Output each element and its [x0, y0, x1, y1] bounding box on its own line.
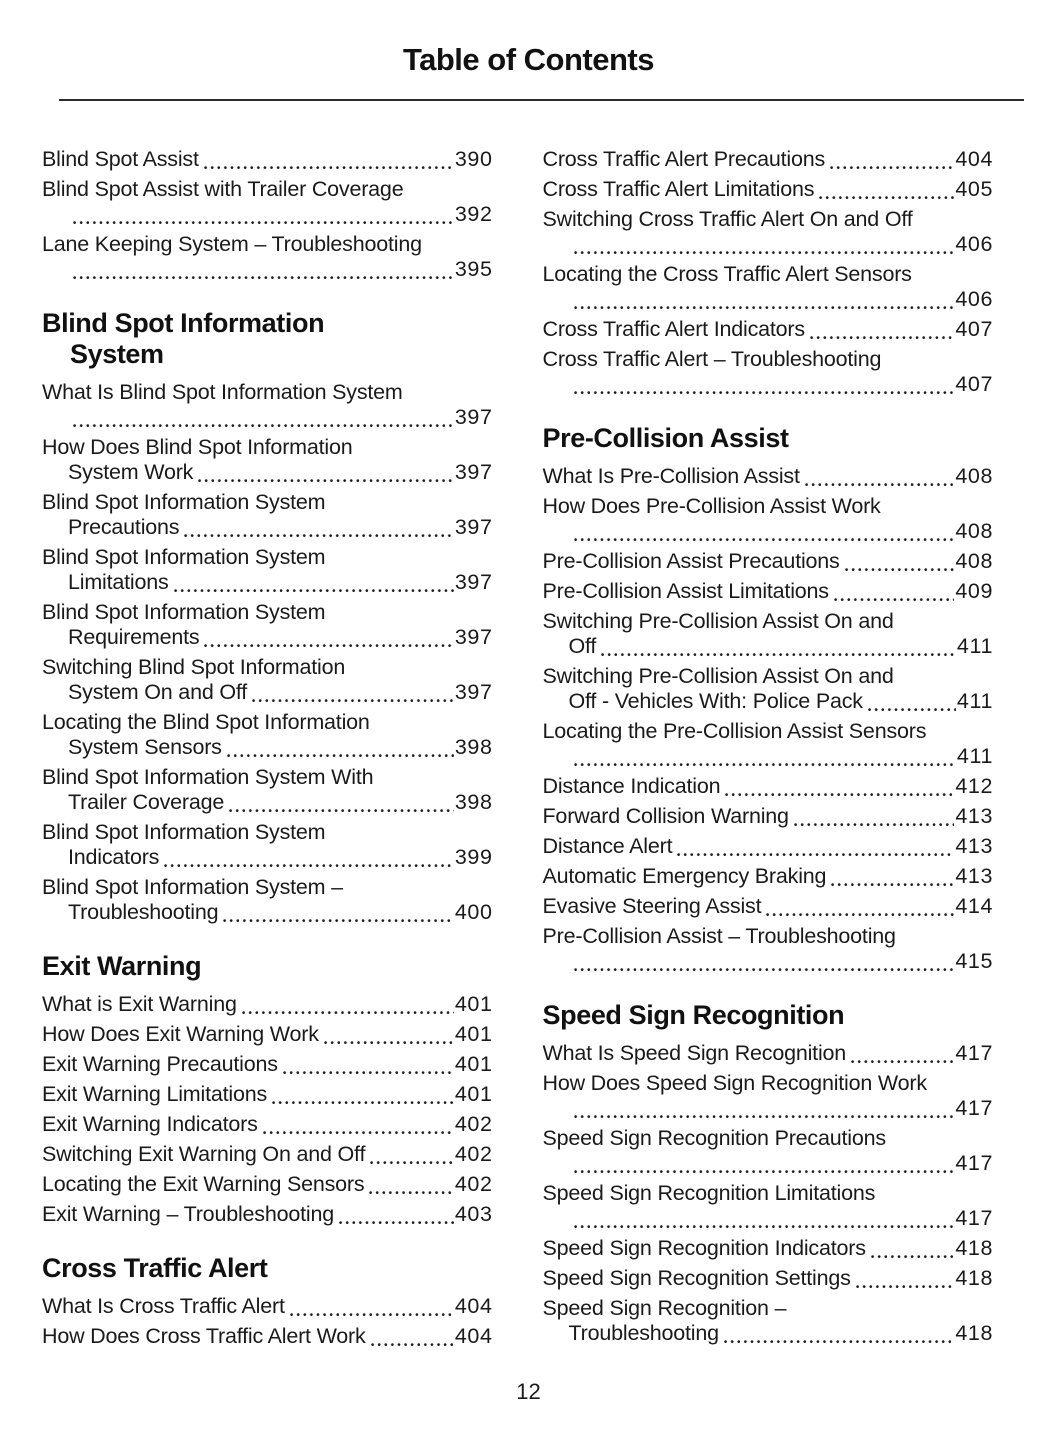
toc-entry-line: [42, 992, 493, 1017]
leader-dots: [574, 390, 955, 395]
leader-dots: [831, 882, 954, 887]
toc-entry-line: [543, 287, 994, 312]
toc-entry[interactable]: [42, 1052, 493, 1077]
toc-entry[interactable]: [42, 545, 493, 595]
entry-page-number: 417: [955, 1206, 993, 1230]
toc-entry-line: [42, 1112, 493, 1137]
entry-title-continued: Requirements: [68, 625, 200, 649]
toc-entry-line: [42, 625, 493, 650]
leader-dots: [725, 792, 954, 797]
leader-dots: [856, 1284, 955, 1289]
entry-page-number: 402: [454, 1172, 493, 1196]
toc-entry[interactable]: [42, 765, 493, 815]
toc-entry[interactable]: [543, 1041, 994, 1066]
toc-entry[interactable]: [543, 347, 994, 397]
entry-page-number: 412: [955, 774, 993, 798]
toc-entry-line: [42, 1324, 493, 1349]
leader-dots: [574, 305, 955, 310]
entry-page-number: 403: [454, 1202, 493, 1226]
toc-entry[interactable]: [42, 710, 493, 760]
entry-title-continued: Off: [568, 634, 597, 658]
entry-title: Distance Alert: [542, 834, 673, 858]
toc-entry-line: [543, 1206, 994, 1231]
entry-title: Exit Warning Indicators: [42, 1112, 258, 1136]
leader-dots: [227, 753, 454, 758]
toc-entry[interactable]: [42, 600, 493, 650]
leader-dots: [252, 698, 454, 703]
toc-entry[interactable]: [42, 875, 493, 925]
toc-entry-line: [42, 735, 493, 760]
entry-title: Cross Traffic Alert Limitations: [542, 177, 815, 201]
toc-entry-line: [543, 519, 994, 544]
toc-entry[interactable]: [543, 549, 994, 574]
toc-entry[interactable]: [543, 719, 994, 769]
toc-entry-line: [42, 405, 493, 430]
entry-title: Locating the Cross Traffic Alert Sensors: [542, 262, 912, 286]
entry-title: Switching Blind Spot Information: [42, 655, 346, 679]
entry-title: Switching Pre-Collision Assist On and: [542, 664, 894, 688]
toc-entry-line: [543, 147, 994, 172]
leader-dots: [198, 478, 454, 483]
entry-page-number: 413: [955, 864, 993, 888]
leader-dots: [830, 165, 954, 170]
toc-entry[interactable]: [42, 1112, 493, 1137]
toc-entry-line: [42, 257, 493, 282]
toc-entry[interactable]: [543, 1266, 994, 1291]
toc-entry[interactable]: [543, 317, 994, 342]
entry-page-number: 407: [955, 372, 993, 396]
entry-title: Locating the Exit Warning Sensors: [42, 1172, 365, 1196]
entry-title-continued: Indicators: [68, 845, 160, 869]
entry-title: How Does Exit Warning Work: [42, 1022, 319, 1046]
entry-title: Cross Traffic Alert Indicators: [542, 317, 805, 341]
entry-title: Lane Keeping System – Troubleshooting: [42, 232, 422, 256]
leader-dots: [283, 1070, 454, 1075]
entry-title: Distance Indication: [542, 774, 721, 798]
entry-page-number: 402: [454, 1112, 493, 1136]
entry-title: Speed Sign Recognition –: [542, 1296, 787, 1320]
entry-page-number: 409: [955, 579, 993, 603]
toc-entry[interactable]: [543, 494, 994, 544]
leader-dots: [339, 1220, 454, 1225]
toc-entry[interactable]: [42, 490, 493, 540]
leader-dots: [204, 643, 453, 648]
toc-entry[interactable]: [42, 655, 493, 705]
toc-entry-line: [543, 774, 994, 799]
toc-entry[interactable]: [543, 262, 994, 312]
section-heading-line: Exit Warning: [42, 951, 202, 981]
toc-entry[interactable]: [543, 774, 994, 799]
toc-entry[interactable]: [543, 464, 994, 489]
entry-page-number: 397: [454, 405, 493, 429]
leader-dots: [724, 1339, 954, 1344]
entry-title-continued: System On and Off: [68, 680, 248, 704]
leader-dots: [871, 1254, 955, 1259]
toc-entry[interactable]: [543, 664, 994, 714]
footer-page-number: 12: [516, 1379, 541, 1404]
toc-entry[interactable]: [543, 1126, 994, 1176]
entry-title: Pre-Collision Assist Precautions: [542, 549, 840, 573]
entry-page-number: 401: [454, 1082, 493, 1106]
leader-dots: [574, 1169, 955, 1174]
entry-title: Speed Sign Recognition Indicators: [542, 1236, 866, 1260]
leader-dots: [834, 597, 954, 602]
entry-title: Speed Sign Recognition Precautions: [542, 1126, 886, 1150]
section-heading: [42, 308, 493, 370]
entry-title: Locating the Blind Spot Information: [42, 710, 370, 734]
toc-entry-line: [42, 570, 493, 595]
toc-entry[interactable]: [543, 834, 994, 859]
leader-dots: [242, 1010, 454, 1015]
toc-entry-line: [543, 744, 994, 769]
entry-page-number: 407: [955, 317, 993, 341]
entry-title: Blind Spot Information System: [42, 820, 326, 844]
entry-title: What Is Blind Spot Information System: [42, 380, 403, 404]
toc-entry-line: [543, 689, 994, 714]
leader-dots: [574, 1114, 955, 1119]
entry-title: Switching Exit Warning On and Off: [42, 1142, 366, 1166]
entry-title: Exit Warning Limitations: [42, 1082, 268, 1106]
page-title: Table of Contents: [403, 42, 654, 77]
entry-page-number: 406: [955, 232, 993, 256]
toc-entry-line: [42, 202, 493, 227]
leader-dots: [272, 1100, 454, 1105]
entry-page-number: 417: [955, 1041, 993, 1065]
toc-entry[interactable]: [42, 820, 493, 870]
leader-dots: [204, 165, 454, 170]
entry-page-number: 411: [956, 689, 993, 713]
toc-entry-line: [543, 949, 994, 974]
entry-page-number: 405: [955, 177, 993, 201]
entry-title: How Does Cross Traffic Alert Work: [42, 1324, 366, 1348]
leader-dots: [369, 1190, 453, 1195]
toc-entry[interactable]: [42, 1172, 493, 1197]
entry-page-number: 395: [454, 257, 493, 281]
toc-entry-line: [42, 460, 493, 485]
entry-title: Blind Spot Information System: [42, 600, 326, 624]
entry-title: Locating the Pre-Collision Assist Sensors: [542, 719, 927, 743]
toc-entry[interactable]: [42, 435, 493, 485]
toc-entry-line: [42, 1082, 493, 1107]
toc-column-right: [543, 147, 994, 1354]
leader-dots: [868, 707, 956, 712]
toc-entry[interactable]: [42, 147, 493, 172]
toc-entry-line: [42, 845, 493, 870]
entry-page-number: 418: [955, 1236, 993, 1260]
toc-entry-line: [543, 894, 994, 919]
entry-title: Cross Traffic Alert – Troubleshooting: [542, 347, 882, 371]
toc-entry-line: [543, 232, 994, 257]
entry-title-continued: Limitations: [68, 570, 169, 594]
entry-page-number: 400: [454, 900, 493, 924]
entry-page-number: 414: [955, 894, 993, 918]
entry-title-continued: Troubleshooting: [68, 900, 219, 924]
entry-page-number: 418: [955, 1321, 993, 1345]
toc-entry[interactable]: [543, 609, 994, 659]
toc-entry-line: [42, 1022, 493, 1047]
toc-entry[interactable]: [42, 1082, 493, 1107]
entry-page-number: 404: [454, 1294, 493, 1318]
entry-page-number: 397: [454, 680, 493, 704]
toc-entry-line: [543, 1236, 994, 1261]
entry-page-number: 418: [955, 1266, 993, 1290]
toc-entry-line: [543, 864, 994, 889]
toc-entry[interactable]: [42, 1022, 493, 1047]
leader-dots: [164, 863, 454, 868]
section-heading: [42, 1253, 493, 1284]
entry-title: Forward Collision Warning: [542, 804, 789, 828]
entry-title: Automatic Emergency Braking: [542, 864, 827, 888]
entry-page-number: 392: [454, 202, 493, 226]
entry-page-number: 417: [955, 1096, 993, 1120]
toc-entry[interactable]: [42, 1324, 493, 1349]
toc-entry-line: [543, 1266, 994, 1291]
leader-dots: [805, 482, 955, 487]
entry-title: Pre-Collision Assist Limitations: [542, 579, 829, 603]
leader-dots: [574, 967, 955, 972]
section-heading-line: Pre-Collision Assist: [542, 423, 789, 453]
toc-entry[interactable]: [543, 579, 994, 604]
entry-title-continued: Trailer Coverage: [68, 790, 225, 814]
leader-dots: [184, 533, 453, 538]
entry-page-number: 408: [955, 519, 993, 543]
entry-page-number: 413: [955, 834, 993, 858]
toc-entry-line: [543, 1321, 994, 1346]
entry-title: Blind Spot Information System: [42, 545, 326, 569]
entry-page-number: 411: [956, 744, 993, 768]
section-heading-line: Blind Spot Information: [42, 308, 325, 338]
toc-entry-line: [543, 317, 994, 342]
toc-entry[interactable]: [543, 924, 994, 974]
toc-entry-line: [42, 1294, 493, 1319]
entry-page-number: 401: [454, 992, 493, 1016]
toc-entry-line: [543, 1041, 994, 1066]
toc-entry[interactable]: [543, 804, 994, 829]
toc-entry[interactable]: [42, 232, 493, 282]
toc-entry-line: [42, 1172, 493, 1197]
toc-entry-line: [42, 790, 493, 815]
toc-entry[interactable]: [543, 147, 994, 172]
entry-title: Exit Warning – Troubleshooting: [42, 1202, 334, 1226]
leader-dots: [677, 852, 954, 857]
leader-dots: [851, 1059, 954, 1064]
leader-dots: [263, 1130, 454, 1135]
entry-title: Cross Traffic Alert Precautions: [542, 147, 826, 171]
toc-entry[interactable]: [543, 207, 994, 257]
entry-title-continued: Precautions: [68, 515, 180, 539]
toc-entry-line: [543, 579, 994, 604]
leader-dots: [73, 275, 454, 280]
entry-page-number: 399: [454, 845, 493, 869]
entry-page-number: 417: [955, 1151, 993, 1175]
toc-entry[interactable]: [543, 1236, 994, 1261]
toc-content: [0, 101, 1057, 1354]
toc-column-left: [42, 147, 493, 1354]
entry-page-number: 402: [454, 1142, 493, 1166]
toc-entry[interactable]: [42, 177, 493, 227]
entry-title: Blind Spot Information System With: [42, 765, 374, 789]
entry-title: What is Exit Warning: [42, 992, 237, 1016]
entry-title-continued: System Work: [68, 460, 194, 484]
entry-title: Blind Spot Information System: [42, 490, 326, 514]
leader-dots: [174, 588, 454, 593]
entry-page-number: 411: [956, 634, 993, 658]
toc-entry[interactable]: [543, 1296, 994, 1346]
page-header: [0, 0, 1057, 78]
leader-dots: [574, 537, 955, 542]
entry-page-number: 406: [955, 287, 993, 311]
toc-entry[interactable]: [543, 1071, 994, 1121]
entry-title: Switching Pre-Collision Assist On and: [542, 609, 894, 633]
leader-dots: [845, 567, 955, 572]
entry-title: What Is Cross Traffic Alert: [42, 1294, 285, 1318]
toc-entry[interactable]: [42, 992, 493, 1017]
toc-entry-line: [42, 515, 493, 540]
entry-page-number: 401: [454, 1022, 493, 1046]
toc-entry-line: [42, 900, 493, 925]
entry-page-number: 408: [955, 464, 993, 488]
entry-title: Blind Spot Assist: [42, 147, 199, 171]
leader-dots: [574, 762, 956, 767]
entry-title: How Does Pre-Collision Assist Work: [542, 494, 881, 518]
toc-entry[interactable]: [42, 1142, 493, 1167]
toc-entry[interactable]: [42, 1202, 493, 1227]
entry-page-number: 413: [955, 804, 993, 828]
leader-dots: [370, 1160, 454, 1165]
toc-entry-line: [543, 1151, 994, 1176]
entry-title: What Is Speed Sign Recognition: [542, 1041, 847, 1065]
leader-dots: [574, 250, 955, 255]
entry-title: What Is Pre-Collision Assist: [542, 464, 800, 488]
entry-page-number: 397: [454, 570, 493, 594]
toc-entry-line: [42, 147, 493, 172]
entry-title: Exit Warning Precautions: [42, 1052, 278, 1076]
entry-title-continued: Off - Vehicles With: Police Pack: [568, 689, 863, 713]
entry-title-continued: Troubleshooting: [568, 1321, 719, 1345]
entry-title: How Does Blind Spot Information: [42, 435, 353, 459]
toc-entry-line: [42, 1142, 493, 1167]
section-heading: [543, 1000, 994, 1031]
entry-title: Evasive Steering Assist: [542, 894, 762, 918]
toc-entry-line: [543, 1096, 994, 1121]
leader-dots: [73, 423, 454, 428]
toc-entry-line: [543, 634, 994, 659]
leader-dots: [574, 1224, 955, 1229]
leader-dots: [810, 335, 954, 340]
entry-page-number: 401: [454, 1052, 493, 1076]
leader-dots: [73, 220, 454, 225]
entry-page-number: 404: [454, 1324, 493, 1348]
toc-entry-line: [42, 680, 493, 705]
leader-dots: [223, 918, 453, 923]
entry-page-number: 397: [454, 515, 493, 539]
entry-page-number: 390: [454, 147, 493, 171]
entry-page-number: 415: [955, 949, 993, 973]
leader-dots: [819, 195, 954, 200]
section-heading-line: System: [70, 339, 164, 369]
entry-title: Pre-Collision Assist – Troubleshooting: [542, 924, 896, 948]
toc-entry-line: [543, 372, 994, 397]
toc-entry-line: [42, 1052, 493, 1077]
toc-entry-line: [543, 834, 994, 859]
entry-title: Speed Sign Recognition Limitations: [542, 1181, 876, 1205]
toc-entry-line: [543, 549, 994, 574]
entry-title: Speed Sign Recognition Settings: [542, 1266, 851, 1290]
leader-dots: [324, 1040, 454, 1045]
entry-title: Blind Spot Assist with Trailer Coverage: [42, 177, 404, 201]
toc-entry[interactable]: [543, 1181, 994, 1231]
toc-entry[interactable]: [42, 380, 493, 430]
section-heading-line: Cross Traffic Alert: [42, 1253, 268, 1283]
section-heading: [543, 423, 994, 454]
entry-page-number: 398: [454, 735, 493, 759]
leader-dots: [290, 1312, 454, 1317]
leader-dots: [371, 1342, 454, 1347]
entry-title: Switching Cross Traffic Alert On and Off: [542, 207, 913, 231]
leader-dots: [766, 912, 954, 917]
leader-dots: [229, 808, 454, 813]
entry-page-number: 397: [454, 625, 493, 649]
toc-entry-line: [42, 1202, 493, 1227]
leader-dots: [601, 652, 956, 657]
leader-dots: [794, 822, 955, 827]
toc-entry[interactable]: [42, 1294, 493, 1319]
entry-page-number: 408: [955, 549, 993, 573]
section-heading-line: Speed Sign Recognition: [542, 1000, 845, 1030]
toc-entry[interactable]: [543, 864, 994, 889]
section-heading: [42, 951, 493, 982]
toc-entry[interactable]: [543, 894, 994, 919]
entry-title: Blind Spot Information System –: [42, 875, 343, 899]
entry-page-number: 398: [454, 790, 493, 814]
toc-entry-line: [543, 464, 994, 489]
toc-entry-line: [543, 177, 994, 202]
entry-title-continued: System Sensors: [68, 735, 222, 759]
toc-entry-line: [543, 804, 994, 829]
entry-page-number: 397: [454, 460, 493, 484]
toc-entry[interactable]: [543, 177, 994, 202]
entry-page-number: 404: [955, 147, 993, 171]
entry-title: How Does Speed Sign Recognition Work: [542, 1071, 927, 1095]
